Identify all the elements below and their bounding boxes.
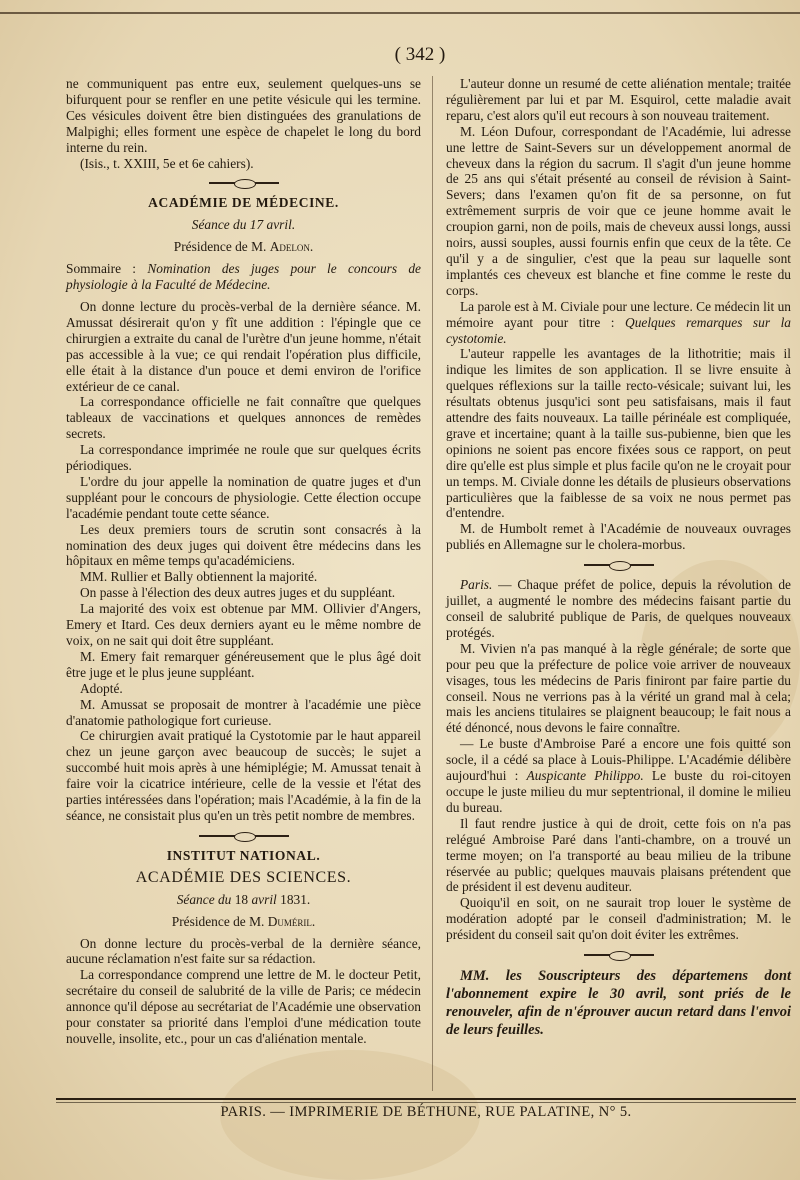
summary-text: Nomination des juges pour le concours de physiologie à la Faculté de Médecine. — [66, 261, 421, 293]
top-rule — [0, 12, 800, 14]
left-column — [66, 76, 421, 1047]
article-paragraph: Il faut rendre justice à qui de droit, cette fois on n'a pas relégué Ambroise Paré dans l'anti-chambre, on a trouvé un terme moyen; on l'a transporté au beau milieu de la tribune réservée au public; quelques mauvais plaisans prétendent que de président il est devenu auditeur. — [446, 815, 791, 895]
article-paragraph: La correspondance officielle ne fait connaître que quelques tableaux de vaccinations et quelques annonces de remèdes secrets. — [66, 394, 421, 442]
session-month: avril — [251, 891, 277, 907]
president-name: Duméril. — [267, 913, 316, 929]
article-paragraph: On donne lecture du procès-verbal de la dernière séance, aucune réclamation n'est faite sur sa rédaction. — [66, 935, 421, 967]
bust-paragraph — [446, 736, 791, 816]
session-year: 1831. — [276, 891, 311, 907]
presidency — [66, 239, 421, 255]
civiale-text: La parole est à M. Civiale pour une lecture. Ce médecin lit un mémoire ayant pour titre : — [446, 298, 791, 330]
column-divider — [432, 76, 433, 1091]
article-paragraph: Ce chirurgien avait pratiqué la Cystotomie par le haut appareil chez un jeune garçon avec beaucoup de succès; le sujet a succombé huit mois après à une hémiplégie; M. Amussat tenait à faire voir la cicatrice intérieure, celle de la vessie et l'état des parties intéressées dans l'opération; mais l'Académie, à la fin de la séance, ne consistait plus qu'en un très petit nombre de membres. — [66, 728, 421, 823]
subscriber-notice: MM. les Souscripteurs des départemens dont l'abonnement expire le 30 avril, sont priés de le renouveler, afin de n'éprouver aucun retard dans l'envoi de leurs feuilles. — [446, 968, 791, 1039]
bottom-rule — [56, 1098, 796, 1100]
article-paragraph: Quoiqu'il en soit, on ne saurait trop louer le système de modération adopté par le conseil d'administration; M. le président du conseil sait qu'on doit éviter les extrêmes. — [446, 895, 791, 943]
article-paragraph: M. de Humbolt remet à l'Académie de nouveaux ouvrages publiés en Allemagne sur le cholera-morbus. — [446, 521, 791, 553]
article-paragraph: L'ordre du jour appelle la nomination de quatre juges et d'un suppléant pour le concours de physiologie. Cette élection occupe l'académie pendant toute cette séance. — [66, 473, 421, 521]
section-title-institut: INSTITUT NATIONAL. — [166, 847, 321, 863]
bottom-rule-thin — [56, 1102, 796, 1103]
memoir-title: Quelques remarques sur la cystotomie. — [446, 314, 791, 346]
article-reference: (Isis., t. XXIII, 5e et 6e cahiers). — [80, 155, 254, 171]
summary — [66, 261, 421, 293]
article-paragraph: Adopté. — [80, 680, 123, 696]
paris-label: Paris. — [460, 577, 493, 593]
president-name: Adelon. — [269, 239, 314, 255]
right-column — [446, 76, 791, 1039]
presidency-prefix: Présidence de M. — [171, 913, 268, 929]
bust-motto: Auspicante Philippo. — [526, 768, 644, 784]
medicine-paragraphs — [66, 299, 421, 824]
article-paragraph: Les deux premiers tours de scrutin sont consacrés à la nomination des deux juges qui doivent être médecins dans les hôpitaux en même temps qu'académiciens. — [66, 521, 421, 569]
article-paragraph: ne communiquent pas entre eux, seulement quelques-uns se bifurquent pour se renfler en une petite vésicule qui les termine. Ces vésicules doivent être bien distinguées des granulations de Malpighi; elles forment une espèce de chapelet le long du bord interne du rein. — [66, 76, 421, 155]
article-paragraph: L'auteur donne un resumé de cette aliénation mentale; traitée régulièrement par lui et par M. Esquirol, cette maladie avait reparu, c'est alors qu'il eut recours à son nouveau traitement. — [446, 76, 791, 123]
ornament-divider — [446, 561, 791, 569]
paris-paragraph — [446, 577, 791, 641]
article-paragraph: L'auteur rappelle les avantages de la lithotritie; mais il indique les limites de son application. Il se livre ensuite à quelques réflexions sur la taille recto-vésicale; suivant lui, les résultats obtenus jusqu'ici sont peu satisfaisans, mais il faut attendre des faits nouveaux. La taille périnéale est compliquée, grave et incertaine; quant à la taille sus-pubienne, bien que les opinions ne soient pas encore fixées sous ce rapport, on peut dire qu'elle est plus simple et plus facile qu'on ne le croyait pour un temps. M. Civiale donne les détails de plusieurs observations particulières que la faiblesse de sa voix ne nous permet pas d'entendre. — [446, 346, 791, 521]
article-paragraph: M. Léon Dufour, correspondant de l'Académie, lui adresse une lettre de Saint-Severs sur un développement anormal de cheveux dans la région du sacrum. Il s'agit d'un jeune homme de 25 ans qui s'était présenté au conseil de révision à Saint-Severs; dans l'examen qu'on fit de sa personne, on fut extrêmement surpris de voir que ce jeune homme avait le croupion garni, non de poils, mais de cheveux aussi longs, aussi noirs, aussi souples, aussi fournis enfin que ceux de la tête. Ce qu'il y a de singulier, c'est que la peau sur laquelle sont implantés ces cheveux est blanche et fine comme le reste du corps. — [446, 123, 791, 298]
article-paragraph: On donne lecture du procès-verbal de la dernière séance. M. Amussat désirerait qu'on y fît une addition : l'épingle que ce chirurgien a extraite du canal de l'urètre d'un jeune homme, n'était pas accessible à la vue; ce qui rendait l'opération plus difficile, elle était à la distance d'un pouce et demi environ de l'orifice extérieur de ce canal. — [66, 298, 421, 394]
article-paragraph: On passe à l'élection des deux autres juges et du suppléant. — [80, 585, 396, 601]
article-paragraph: M. Vivien n'a pas manqué à la règle générale; de sorte que pour peu que la préfecture de police voie arriver de nouveaux visages, tous les médecins de Paris finiront par faire partie du conseil. Nous ne verrions pas à la vérité un grand mal à cela; mais les anciens titulaires se plaignent beaucoup; le fait nous a été dénoncé, nous devons le faire connaître. — [446, 640, 791, 736]
article-paragraph: MM. Rullier et Bally obtiennent la majorité. — [80, 569, 318, 585]
session-day: 18 — [234, 891, 252, 907]
ornament-divider — [446, 951, 791, 959]
paris-text: — Chaque préfet de police, depuis la révolution de juillet, a augmenté le nombre des médecins faisant partie du conseil de salubrité publique de Paris, de quelques nouveaux protégés. — [446, 577, 791, 640]
printer-imprint: PARIS. — IMPRIMERIE DE BÉTHUNE, RUE PALATINE, N° 5. — [220, 1104, 632, 1120]
session-date-sciences — [66, 892, 421, 908]
bust-text-end: Le buste du roi-citoyen occupe le juste milieu du mur septentrional, il domine le milieu du bureau. — [446, 768, 791, 815]
ornament-divider — [66, 832, 421, 840]
ornament-divider — [66, 179, 421, 187]
section-title-academie-medecine: ACADÉMIE DE MÉDECINE. — [148, 195, 339, 211]
presidency-prefix: Présidence de M. — [173, 239, 270, 255]
article-paragraph: La correspondance imprimée ne roule que sur quelques écrits périodiques. — [66, 442, 421, 474]
article-paragraph: La correspondance comprend une lettre de M. le docteur Petit, secrétaire du conseil de salubrité de la ville de Paris; ce médecin annonce qu'il dépose au secrétariat de l'Académie une observation pour constater sa priorité dans l'emploi d'une médication toute nouvelle, insolite, etc., pour un cas d'aliénation mentale. — [66, 967, 421, 1046]
session-prefix: Séance du — [176, 891, 235, 907]
page-number: ( 342 ) — [394, 44, 446, 65]
article-paragraph: La majorité des voix est obtenue par MM. Ollivier d'Angers, Emery et Itard. Ces deux derniers ayant eu le même nombre de voix, on ne sait qui doit être suppléant. — [66, 601, 421, 648]
article-paragraph: M. Amussat se proposait de montrer à l'académie une pièce d'anatomie pathologique fort curieuse. — [66, 696, 421, 728]
summary-label: Sommaire : — [66, 261, 148, 277]
presidency-sciences — [66, 914, 421, 930]
section-title-academie-sciences: ACADÉMIE DES SCIENCES. — [135, 868, 352, 886]
session-date: Séance du 17 avril. — [191, 217, 296, 233]
civiale-paragraph — [446, 299, 791, 347]
article-paragraph: M. Emery fait remarquer généreusement que le plus âgé doit être juge et le plus jeune suppléant. — [66, 648, 421, 680]
bust-text: — Le buste d'Ambroise Paré a encore une fois quitté son socle, il a cédé sa place à Louis-Philippe. L'Académie délibère aujourd'hui : — [446, 736, 791, 784]
